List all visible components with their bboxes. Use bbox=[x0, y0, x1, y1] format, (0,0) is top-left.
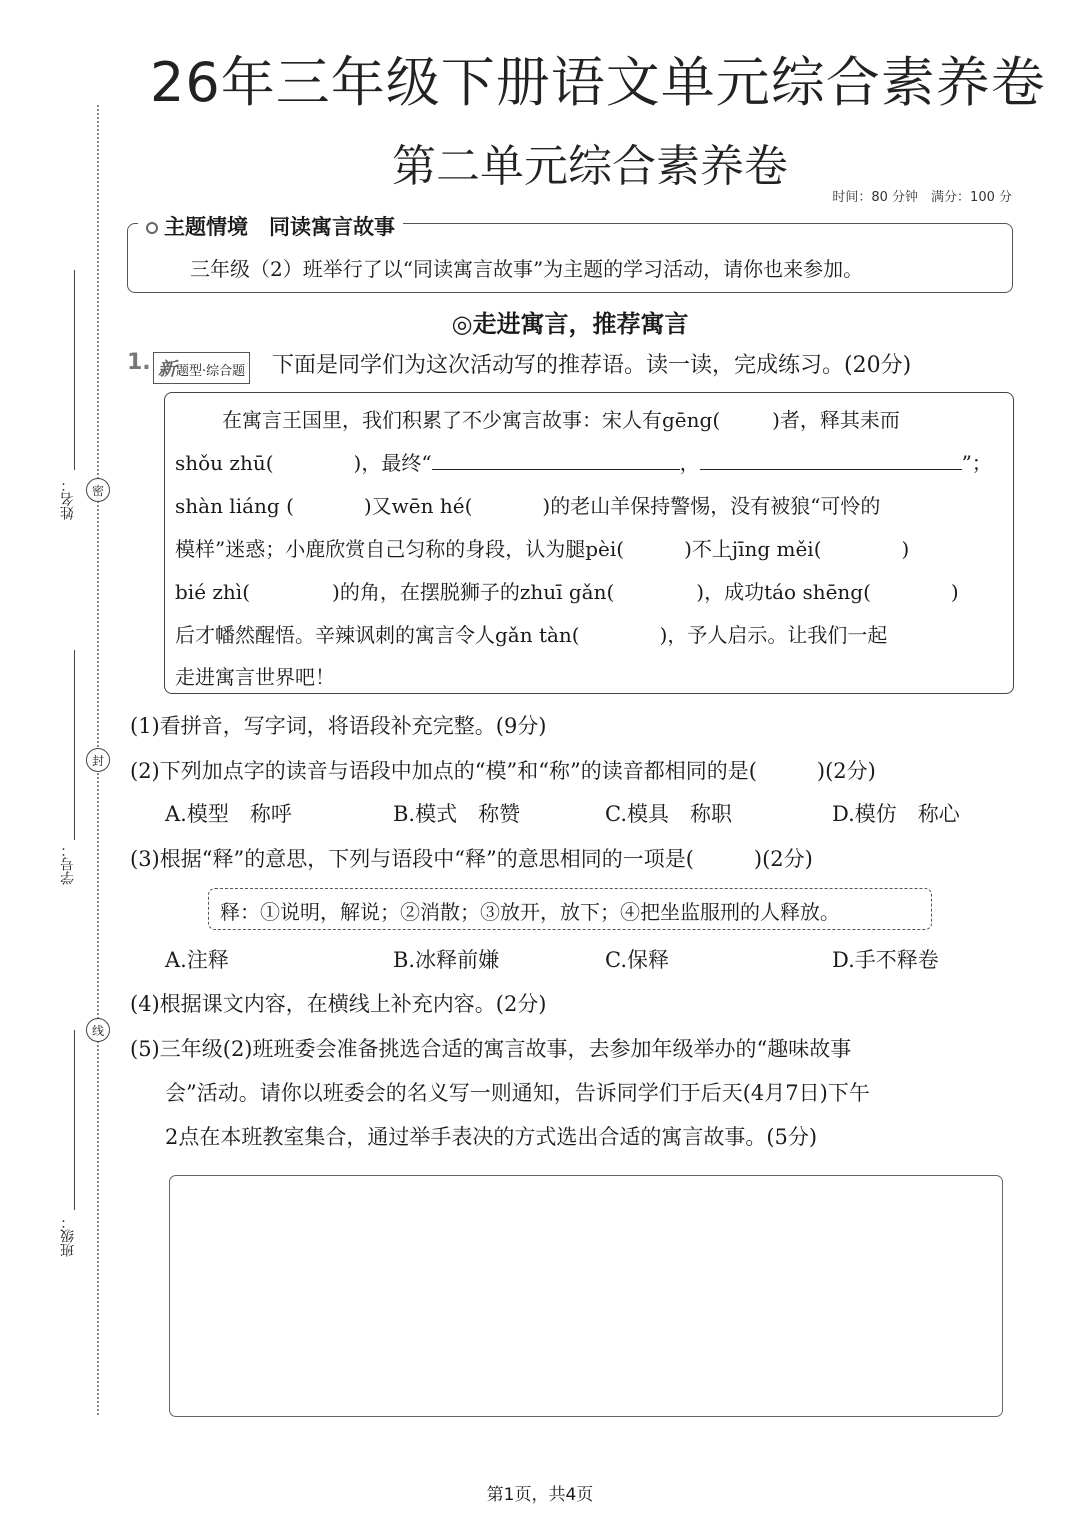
fill-line[interactable] bbox=[700, 449, 962, 470]
passage-line-7: 走进寓言世界吧！ bbox=[175, 665, 335, 689]
choice-blank[interactable] bbox=[757, 758, 817, 778]
class-label: 班级： bbox=[60, 1215, 76, 1257]
passage-line-2: shǒu zhū( )，最终“ ， ”； bbox=[175, 451, 992, 475]
answer-blank[interactable] bbox=[274, 450, 354, 470]
seal-mark-mi: 密 bbox=[86, 478, 110, 502]
answer-blank[interactable] bbox=[580, 622, 660, 642]
time-info: 时间：80 分钟 满分：100 分 bbox=[832, 190, 1012, 205]
definition-text: 释：①说明，解说；②消散；③放开，放下；④把坐监服刑的人释放。 bbox=[220, 900, 840, 924]
student-id-underline bbox=[74, 650, 75, 840]
passage-line-6: 后才幡然醒悟。辛辣讽刺的寓言令人gǎn tàn( )，予人启示。让我们一起 bbox=[175, 623, 888, 647]
option-a[interactable]: A.模型 称呼 bbox=[165, 802, 292, 826]
class-underline bbox=[74, 1030, 75, 1210]
option-b[interactable]: B.冰释前嫌 bbox=[393, 948, 500, 972]
question-number: 1. bbox=[127, 350, 151, 375]
answer-blank[interactable] bbox=[822, 536, 902, 556]
passage-line-4: 模样”迷惑；小鹿欣赏自己匀称的身段，认为腿pèi( )不上jīng měi( ) bbox=[175, 537, 910, 561]
answer-blank[interactable] bbox=[294, 493, 364, 513]
option-d[interactable]: D.模仿 称心 bbox=[832, 802, 960, 826]
theme-tag-text: 主题情境 同读寓言故事 bbox=[164, 215, 395, 239]
subquestion-4: (4)根据课文内容，在横线上补充内容。(2分) bbox=[130, 992, 547, 1016]
type-tag-text: 题型·综合题 bbox=[176, 364, 246, 379]
seal-mark-feng: 封 bbox=[86, 748, 110, 772]
new-tag: 新 bbox=[158, 359, 176, 380]
student-id-label: 学号： bbox=[60, 843, 76, 885]
question-prompt: 下面是同学们为这次活动写的推荐语。读一读，完成练习。(20分) bbox=[272, 353, 912, 378]
answer-blank[interactable] bbox=[624, 536, 684, 556]
passage-line-5: bié zhì( )的角，在摆脱狮子的zhuī gǎn( )，成功táo shēng( ) bbox=[175, 580, 959, 604]
answer-blank[interactable] bbox=[250, 579, 332, 599]
subquestion-2: (2)下列加点字的读音与语段中加点的“模”和“称”的读音都相同的是( )(2分) bbox=[130, 759, 876, 783]
bullet-icon bbox=[146, 222, 158, 234]
subquestion-3: (3)根据“释”的意思，下列与语段中“释”的意思相同的一项是( )(2分) bbox=[130, 847, 813, 871]
page-footer: 第1页，共4页 bbox=[486, 1485, 594, 1505]
passage-line-3: shàn liáng ( )又wēn hé( )的老山羊保持警惕，没有被狼“可怜的 bbox=[175, 494, 881, 518]
option-d[interactable]: D.手不释卷 bbox=[832, 948, 939, 972]
name-underline bbox=[74, 270, 75, 470]
option-c[interactable]: C.保释 bbox=[605, 948, 669, 972]
unit-subtitle: 第二单元综合素养卷 bbox=[392, 141, 788, 192]
subquestion-1: (1)看拼音，写字词，将语段补充完整。(9分) bbox=[130, 714, 547, 738]
section-heading: ◎走进寓言，推荐寓言 bbox=[451, 310, 689, 338]
notice-answer-box[interactable] bbox=[169, 1175, 1003, 1417]
theme-description: 三年级（2）班举行了以“同读寓言故事”为主题的学习活动，请你也来参加。 bbox=[190, 257, 864, 281]
choice-blank[interactable] bbox=[694, 846, 754, 866]
fill-line[interactable] bbox=[432, 449, 680, 470]
option-c[interactable]: C.模具 称职 bbox=[605, 802, 732, 826]
answer-blank[interactable] bbox=[720, 407, 772, 427]
seal-mark-xian: 线 bbox=[86, 1018, 110, 1042]
option-a[interactable]: A.注释 bbox=[165, 948, 229, 972]
question-type-tag bbox=[153, 352, 250, 384]
answer-blank[interactable] bbox=[472, 493, 542, 513]
answer-blank[interactable] bbox=[614, 579, 696, 599]
subquestion-5-line-2: 会”活动。请你以班委会的名义写一则通知，告诉同学们于后天(4月7日)下午 bbox=[165, 1081, 870, 1105]
option-b[interactable]: B.模式 称赞 bbox=[393, 802, 521, 826]
answer-blank[interactable] bbox=[871, 579, 951, 599]
theme-tag bbox=[138, 211, 403, 241]
subquestion-5-line-3: 2点在本班教室集合，通过举手表决的方式选出合适的寓言故事。(5分) bbox=[165, 1125, 818, 1149]
passage-line-1: 在寓言王国里，我们积累了不少寓言故事：宋人有gēng( )者，释其耒而 bbox=[222, 408, 900, 432]
page-title: 26年三年级下册语文单元综合素养卷 bbox=[150, 51, 1046, 114]
name-label: 姓名： bbox=[60, 478, 76, 520]
subquestion-5-line-1: (5)三年级(2)班班委会准备挑选合适的寓言故事，去参加年级举办的“趣味故事 bbox=[130, 1037, 852, 1061]
